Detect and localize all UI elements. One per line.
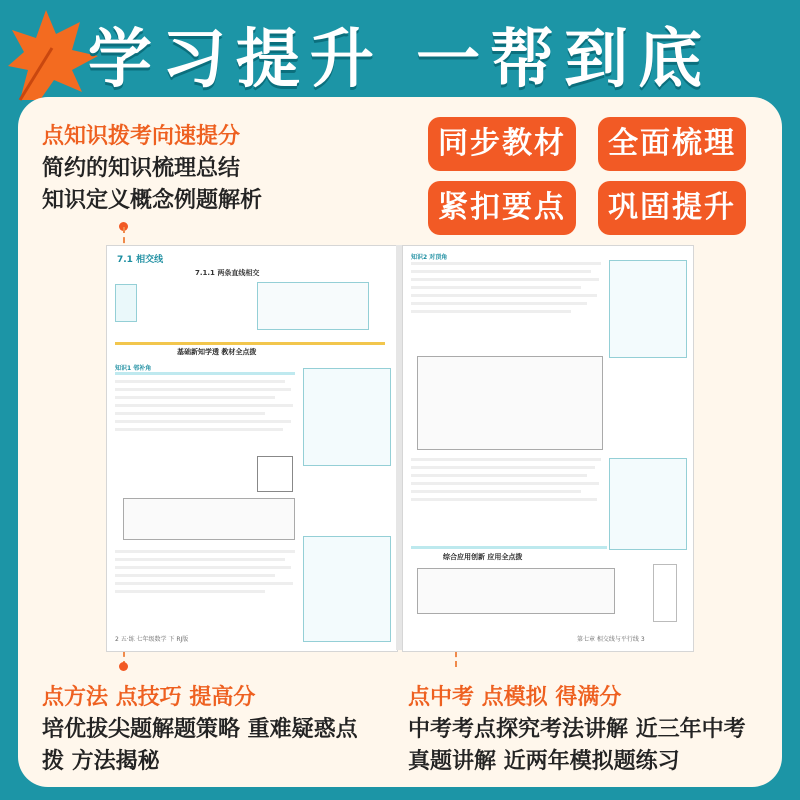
badge-consolidate: 巩固提升 xyxy=(598,181,746,235)
feature-line: 中考考点探究考法讲解 近三年中考 xyxy=(408,717,746,742)
page-title: 学习提升 一帮到底 xyxy=(87,23,713,97)
flow-chart xyxy=(417,568,615,614)
side-tab xyxy=(653,564,677,622)
features-bottom-left xyxy=(42,682,358,778)
page-footer: 2 五·练 七年级数学 下 RJ版 xyxy=(115,636,189,643)
feature-line: 拨 方法揭秘 xyxy=(42,749,160,774)
features-top-left xyxy=(42,121,262,217)
compare-table xyxy=(123,498,295,540)
page-footer: 第七章 相交线与平行线 3 xyxy=(577,636,645,643)
badge-key-points: 紧扣要点 xyxy=(428,181,576,235)
subsection-title: 7.1.1 两条直线相交 xyxy=(195,269,260,277)
badge-sync-textbook: 同步教材 xyxy=(428,117,576,171)
side-tab xyxy=(115,284,137,322)
feature-line: 培优拔尖题解题策略 重难疑惑点 xyxy=(42,717,358,742)
section-title: 7.1 相交线 xyxy=(117,255,164,265)
connector-dot xyxy=(119,662,128,671)
feature-line: 真题讲解 近两年模拟题练习 xyxy=(408,749,680,774)
block-title: 综合应用创新 应用全点拨 xyxy=(443,553,523,561)
book-spread-image xyxy=(106,245,696,655)
side-note xyxy=(609,458,687,550)
book-left-page xyxy=(106,245,398,652)
features-bottom-right xyxy=(408,682,746,778)
side-note xyxy=(303,368,391,466)
qr-code-icon xyxy=(257,456,293,492)
feature-heading: 点中考 点模拟 得满分 xyxy=(408,685,622,710)
book-right-page xyxy=(402,245,694,652)
feature-heading: 点方法 点技巧 提高分 xyxy=(42,685,256,710)
badge-full-review: 全面梳理 xyxy=(598,117,746,171)
side-note xyxy=(609,260,687,358)
knowledge-tag: 知识2 对顶角 xyxy=(411,254,448,261)
compare-table xyxy=(417,356,603,450)
feature-line: 知识定义概念例题解析 xyxy=(42,188,263,213)
mind-map xyxy=(257,282,369,330)
block-title: 基础新知学透 教材全点拨 xyxy=(177,348,257,356)
block-bar xyxy=(115,342,385,345)
side-note xyxy=(303,536,391,642)
feature-line: 简约的知识梳理总结 xyxy=(42,156,241,181)
content-panel xyxy=(18,97,782,787)
knowledge-tag: 知识1 邻补角 xyxy=(115,365,152,372)
feature-heading: 点知识拨考向速提分 xyxy=(42,124,241,149)
